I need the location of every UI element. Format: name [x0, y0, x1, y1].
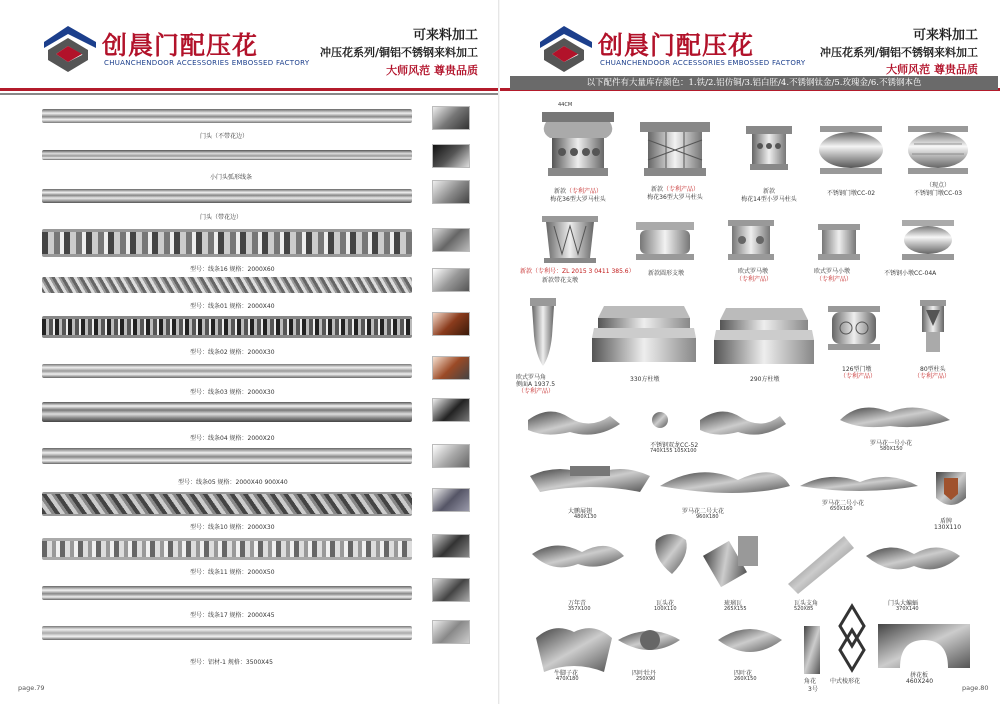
capital-4-name: 不锈钢门墩CC-02 — [826, 190, 876, 197]
orn-5-size: 650X160 — [830, 506, 853, 512]
orn-17-size: 460X240 — [906, 678, 934, 685]
capital-5-name: 不锈钢门墩CC-03 — [913, 190, 963, 197]
brand-name-right: 创晨门配压花 — [598, 31, 755, 60]
orn-8-size: 100X110 — [654, 606, 677, 612]
molding-label-6: 型号：线条02 规格：2000X30 — [190, 349, 275, 356]
orn-14-name: 四叶花 — [734, 670, 753, 677]
base-3-patent: （专利产品） — [736, 276, 773, 283]
molding-thumb-11 — [432, 534, 470, 558]
orn-17-name: 拼花板 — [910, 672, 929, 679]
corbel-extra: 侧面A 1937.5 — [516, 381, 556, 388]
orn-9-size: 265X155 — [724, 606, 747, 612]
orn-13-size: 250X90 — [636, 676, 656, 682]
orn-4-name: 罗马花二号大花 — [682, 508, 725, 515]
orn-11-size: 370X140 — [896, 606, 919, 612]
orn-10-name: 瓦头支角 — [794, 600, 819, 607]
tagline-processing-right: 可来料加工 — [912, 28, 978, 43]
tagline-series: 冲压花系列/铜铝不锈钢来料加工 — [319, 46, 478, 59]
brand-english-right: CHUANCHENDOOR ACCESSORIES EMBOSSED FACTORY — [600, 59, 806, 67]
capital-1-dim: 44CM — [558, 102, 573, 108]
molding-thumb-12 — [432, 578, 470, 602]
molding-strip-1 — [42, 109, 412, 123]
molding-strip-4 — [42, 229, 412, 257]
orn-2-size: 580X150 — [880, 446, 903, 452]
molding-label-12: 型号：线条17 规格：2000X45 — [190, 612, 275, 619]
orn-2-name: 罗马花一号小花 — [870, 440, 913, 447]
molding-strip-9 — [42, 448, 412, 464]
ornament-shield — [936, 472, 966, 505]
base-4-patent: （专利产品） — [816, 276, 853, 283]
left-header — [0, 0, 500, 92]
molding-thumb-7 — [432, 356, 470, 380]
plinth-290-name: 290方柱墩 — [750, 376, 780, 383]
molding-strip-11 — [42, 538, 412, 560]
page-number-right: page.80 — [962, 684, 989, 692]
capital-80-name: 80型柱头 — [920, 366, 946, 373]
orn-16-name: 中式棱形花 — [830, 678, 861, 685]
molding-strip-10 — [42, 492, 412, 516]
molding-thumb-1 — [432, 106, 470, 130]
ornament-glazed-tile — [703, 536, 758, 587]
ornament-bat — [866, 547, 960, 569]
molding-label-2: 小门头弧形线条 — [210, 174, 253, 181]
molding-thumb-3 — [432, 180, 470, 204]
orn-5-name: 罗马花二号小花 — [822, 500, 865, 507]
ornament-rhombus — [840, 606, 864, 670]
orn-8-name: 瓦头花 — [656, 600, 675, 607]
molding-strip-2 — [42, 150, 412, 160]
ornament-four-leaf — [718, 629, 782, 652]
molding-thumb-6 — [432, 312, 470, 336]
plinth-330-name: 330方柱墩 — [630, 376, 660, 383]
molding-label-13: 型号：铝材-1 规格：3500X45 — [190, 659, 273, 666]
ornament-roman-big-2 — [660, 472, 790, 493]
molding-strip-13 — [42, 626, 412, 640]
molding-thumb-9 — [432, 444, 470, 468]
base-4-name: 欧式罗马小墩 — [814, 268, 851, 275]
molding-label-11: 型号：线条11 规格：2000X50 — [190, 569, 275, 576]
orn-12-name: 牛脚子花 — [554, 670, 579, 677]
molding-label-3: 门头（带花边） — [200, 214, 243, 221]
orn-3-name: 大鹏展翅 — [568, 508, 593, 515]
molding-label-4: 型号：线条16 规格：2000X60 — [190, 266, 275, 273]
corbel-name: 欧式罗马角 — [516, 374, 547, 381]
molding-thumb-13 — [432, 620, 470, 644]
orn-1-size: 740X155 105X100 — [650, 448, 697, 454]
capital-2-name: 梅花36型大罗马柱头 — [647, 194, 703, 201]
molding-strip-3 — [42, 189, 412, 203]
base-1-name: 新款带花支墩 — [542, 277, 579, 284]
ornament-evergreen — [532, 545, 624, 567]
header-red-rule — [0, 88, 500, 91]
orn-9-name: 琉璃瓦 — [724, 600, 743, 607]
molding-thumb-8 — [432, 398, 470, 422]
molding-label-1: 门头（不带花边） — [200, 133, 249, 140]
base-3-name: 欧式罗马墩 — [738, 268, 769, 275]
ornament-peony — [618, 630, 680, 650]
corbel-patent: （专利产品） — [518, 388, 555, 395]
tagline-quality-right: 大师风范 尊贵品质 — [886, 63, 978, 76]
tagline-quality: 大师风范 尊贵品质 — [386, 64, 478, 77]
right-page — [500, 0, 1000, 704]
ornament-panel — [878, 624, 970, 668]
ornament-tile-flower — [655, 534, 686, 574]
orn-6-size: 130X110 — [934, 524, 962, 531]
molding-label-7: 型号：线条03 规格：2000X30 — [190, 389, 275, 396]
ornament-roman-small-1 — [840, 408, 950, 428]
ornament-tile-bracket — [788, 536, 854, 594]
molding-thumb-10 — [432, 488, 470, 512]
base-5-name: 不锈钢小墩CC-04A — [884, 270, 937, 277]
molding-strip-7 — [42, 364, 412, 378]
capital-5-top: （现点） — [925, 182, 950, 189]
header-gray-rule — [0, 93, 500, 95]
orn-7-name: 万年青 — [568, 600, 587, 607]
molding-thumb-4 — [432, 228, 470, 252]
ornament-roman-small-2 — [800, 477, 918, 491]
capital-1-top: 新款（专利产品） — [553, 188, 603, 195]
molding-thumb-2 — [432, 144, 470, 168]
ornament-eagle — [530, 466, 650, 492]
base-2-name: 新款圆形支墩 — [648, 270, 685, 277]
orn-12-size: 470X180 — [556, 676, 579, 682]
capital-3-name: 梅花14型小罗马柱头 — [741, 196, 797, 203]
capital-2-top: 新款（专利产品） — [650, 186, 700, 193]
molding-strip-6 — [42, 316, 412, 338]
capital-1-name: 梅花36型大罗马柱头 — [550, 196, 606, 203]
molding-strip-12 — [42, 586, 412, 600]
molding-thumb-5 — [432, 268, 470, 292]
orn-14-size: 260X150 — [734, 676, 757, 682]
tagline-series-right: 冲压花系列/铜铝不锈钢来料加工 — [819, 46, 978, 59]
brand-name: 创晨门配压花 — [102, 31, 259, 60]
orn-11-name: 门头大蝙蝠 — [888, 600, 919, 607]
ornament-corner-3 — [804, 626, 820, 674]
tagline-processing: 可来料加工 — [412, 28, 478, 43]
orn-15-size: 3号 — [808, 686, 818, 693]
ornament-ox-foot — [536, 628, 612, 672]
molding-label-10: 型号：线条10 规格：2000X30 — [190, 524, 275, 531]
orn-4-size: 960X180 — [696, 514, 719, 520]
molding-strip-5 — [42, 277, 412, 293]
orn-7-size: 357X100 — [568, 606, 591, 612]
stock-colors-bar: 以下配件有大量库存颜色：1.铁/2.铝仿铜/3.铝白胚/4.不锈钢钛金/5.玫瑰金/6.不锈钢本色 — [510, 76, 998, 90]
orn-3-size: 480X130 — [574, 514, 597, 520]
orn-15-name: 角花 — [804, 678, 817, 685]
molding-label-9: 型号：线条05 规格：2000X40 900X40 — [178, 479, 288, 486]
orn-1-name: 不锈钢双龙CC-52 — [650, 442, 699, 449]
capital-80-patent: （专利产品） — [914, 373, 951, 380]
door-pier-126-name: 126型门墩 — [842, 366, 872, 373]
molding-label-8: 型号：线条04 规格：2000X20 — [190, 435, 275, 442]
ornament-dragons — [528, 411, 786, 434]
molding-label-5: 型号：线条01 规格：2000X40 — [190, 303, 275, 310]
molding-strip-8 — [42, 402, 412, 422]
orn-10-size: 520X85 — [794, 606, 814, 612]
capital-3-top: 新款 — [762, 188, 775, 195]
brand-logo-icon — [38, 24, 98, 76]
orn-13-name: 四叶牡丹 — [632, 670, 657, 677]
orn-6-name: 盾牌 — [940, 518, 953, 525]
page-number-left: page.79 — [18, 684, 45, 692]
door-pier-126-patent: （专利产品） — [840, 373, 877, 380]
base-1-patent: 新款（专利号：ZL 2015 3 0411 385.6） — [520, 268, 635, 275]
brand-english: CHUANCHENDOOR ACCESSORIES EMBOSSED FACTORY — [104, 59, 310, 67]
